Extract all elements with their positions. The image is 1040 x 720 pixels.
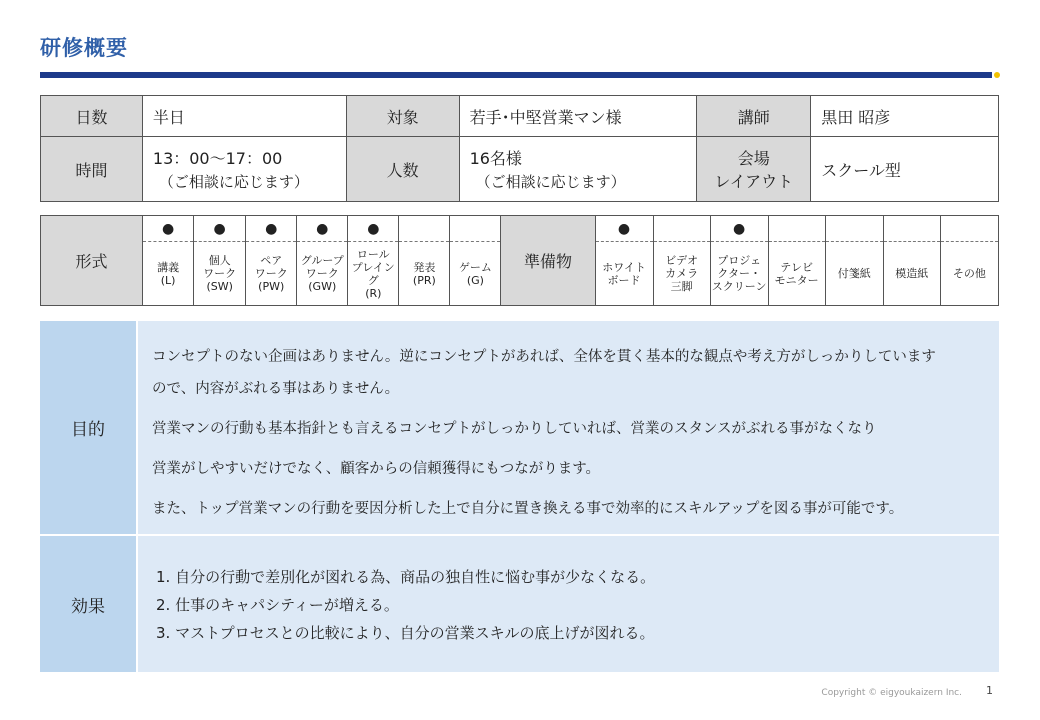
equipment-mark-empty bbox=[883, 216, 940, 242]
time-cell bbox=[142, 137, 346, 202]
people-value: 16名様 bbox=[469, 149, 522, 168]
equipment-label: 準備物 bbox=[501, 216, 595, 306]
purpose-label: 目的 bbox=[40, 321, 136, 534]
overview-table bbox=[40, 95, 999, 202]
people-label: 人数 bbox=[346, 137, 459, 202]
venue-label-line2: レイアウト bbox=[714, 172, 794, 191]
purpose-text: ので、内容がぶれる事はありません。 bbox=[152, 381, 400, 397]
time-note: （ご相談に応じます） bbox=[158, 173, 309, 191]
venue-label bbox=[697, 137, 811, 202]
purpose-body bbox=[138, 321, 999, 534]
format-mark: ● bbox=[348, 216, 399, 242]
target-label: 対象 bbox=[346, 96, 459, 137]
purpose-text: 営業マンの行動も基本指針とも言えるコンセプトがしっかりしていれば、営業のスタンスがぶれる事がなくなり bbox=[152, 421, 877, 437]
time-value: 13：00～17：00 bbox=[152, 149, 283, 168]
purpose-effect-section bbox=[40, 321, 999, 672]
equipment-mark-empty bbox=[768, 216, 825, 242]
target-value: 若手･中堅営業マン様 bbox=[459, 96, 697, 137]
equipment-option-tv-monitor: テレビ モニター bbox=[768, 242, 825, 306]
title-divider bbox=[40, 72, 992, 78]
equipment-option-poster-paper: 模造紙 bbox=[883, 242, 940, 306]
equipment-mark: ● bbox=[595, 216, 653, 242]
days-label: 日数 bbox=[41, 96, 143, 137]
effect-item: 3. マストプロセスとの比較により、自分の営業スキルの底上げが図れる。 bbox=[156, 624, 655, 642]
format-equipment-table bbox=[40, 215, 999, 306]
purpose-text: また、トップ営業マンの行動を要因分析した上で自分に置き換える事で効率的にスキルアップを図る事が可能です。 bbox=[152, 501, 904, 517]
people-cell bbox=[459, 137, 697, 202]
venue-label-line1: 会場 bbox=[737, 149, 770, 168]
format-mark: ● bbox=[143, 216, 194, 242]
people-note: （ご相談に応じます） bbox=[475, 173, 626, 191]
format-mark: ● bbox=[246, 216, 297, 242]
equipment-mark-empty bbox=[653, 216, 710, 242]
page-number: 1 bbox=[986, 684, 993, 697]
purpose-text: 営業がしやすいだけでなく、顧客からの信頼獲得にもつながります。 bbox=[152, 461, 601, 477]
equipment-mark-empty bbox=[940, 216, 998, 242]
format-mark-empty bbox=[450, 216, 501, 242]
equipment-option-whiteboard: ホワイト ボード bbox=[595, 242, 653, 306]
venue-value: スクール型 bbox=[811, 137, 999, 202]
format-option-game: ゲーム (G) bbox=[450, 242, 501, 306]
equipment-mark-empty bbox=[825, 216, 883, 242]
effect-item: 1. 自分の行動で差別化が図れる為、商品の独自性に悩む事が少なくなる。 bbox=[156, 568, 656, 586]
format-mark: ● bbox=[194, 216, 246, 242]
time-label: 時間 bbox=[41, 137, 143, 202]
format-option-pair-work: ペア ワーク (PW) bbox=[246, 242, 297, 306]
effect-label: 効果 bbox=[40, 536, 136, 672]
equipment-option-video-camera: ビデオ カメラ 三脚 bbox=[653, 242, 710, 306]
equipment-mark: ● bbox=[710, 216, 768, 242]
format-option-solo-work: 個人 ワーク (SW) bbox=[194, 242, 246, 306]
instructor-label: 講師 bbox=[697, 96, 811, 137]
purpose-row bbox=[40, 321, 999, 534]
days-value: 半日 bbox=[142, 96, 346, 137]
format-option-lecture: 講義 (L) bbox=[143, 242, 194, 306]
format-label: 形式 bbox=[41, 216, 143, 306]
format-option-group-work: グループ ワーク (GW) bbox=[297, 242, 348, 306]
format-option-role-playing: ロール プレイング (R) bbox=[348, 242, 399, 306]
effect-item: 2. 仕事のキャパシティーが増える。 bbox=[156, 596, 399, 614]
copyright-text: Copyright © eigyoukaizern Inc. bbox=[821, 688, 962, 698]
instructor-value: 黒田 昭彦 bbox=[811, 96, 999, 137]
equipment-option-other: その他 bbox=[940, 242, 998, 306]
page-title: 研修概要 bbox=[40, 36, 128, 60]
purpose-text: コンセプトのない企画はありません。逆にコンセプトがあれば、全体を貫く基本的な観点や考え方がしっかりしています bbox=[152, 349, 936, 365]
equipment-option-sticky-notes: 付箋紙 bbox=[825, 242, 883, 306]
effect-body bbox=[138, 536, 999, 672]
format-option-presentation: 発表 (PR) bbox=[399, 242, 450, 306]
effect-row bbox=[40, 536, 999, 672]
format-mark: ● bbox=[297, 216, 348, 242]
divider-accent-dot bbox=[994, 72, 1000, 78]
format-mark-empty bbox=[399, 216, 450, 242]
equipment-option-projector: プロジェ クター・ スクリーン bbox=[710, 242, 768, 306]
